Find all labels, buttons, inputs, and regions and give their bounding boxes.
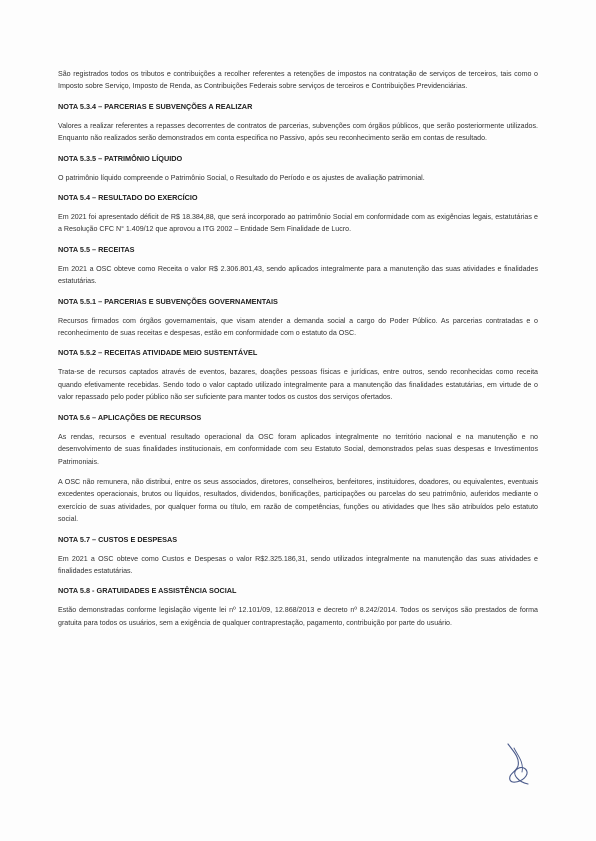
document-body (58, 68, 538, 629)
heading-spacer (58, 545, 538, 553)
body-paragraph: São registrados todos os tributos e contribuições a recolher referentes a retenções de impostos na contratação de serviços de terceiros, tais como o Imposto sobre Serviço, Imposto de Renda, as Contribuições Federais sobre serviços de terceiros e Contribuições Previdenciárias. (58, 70, 538, 91)
section-spacer (58, 184, 538, 193)
section-spacer (58, 288, 538, 297)
body-paragraph: Em 2021 foi apresentado déficit de R$ 18.384,88, que será incorporado ao patrimônio Social em conformidade com as exigências legais, estatutárias e a Resolução CFC N° 1.409/12 que aprovou a ITG 2002 – Entidade Sem Finalidade de Lucro. (58, 213, 538, 234)
body-paragraph: O patrimônio líquido compreende o Patrimônio Social, o Resultado do Período e os ajustes de avaliação patrimonial. (58, 173, 425, 182)
body-paragraph: Valores a realizar referentes a repasses decorrentes de contratos de parcerias, subvenções com órgãos públicos, que serão posteriormente utilizados. Enquanto não realizados serão demonstrados em conta especifica no Passivo, após seu reconhecimento serão em contas de resultado. (58, 121, 538, 143)
body-paragraph: Trata-se de recursos captados através de eventos, bazares, doações pessoas físicas e jurídicas, entre outros, sendo reconhecidas como receita quando efetivamente recebidas. Sendo todo o valor captado utilizado integralmente para a manutenção das finalidades estatutárias, em virtude de o valor repassado pelo poder público não ser suficiente para manter todos os custos dos serviços ofertados. (58, 368, 538, 402)
section-spacer (58, 339, 538, 348)
heading-spacer (58, 255, 538, 263)
heading-spacer (58, 423, 538, 431)
heading-spacer (58, 203, 538, 211)
section-heading: NOTA 5.5.1 – PARCERIAS E SUBVENÇÕES GOVERNAMENTAIS (58, 296, 278, 306)
section-spacer (58, 526, 538, 535)
body-paragraph: Estão demonstradas conforme legislação vigente lei nº 12.101/09, 12.868/2013 e decreto nº 8.242/2014. Todos os serviços são prestados de forma gratuita para todos os usuários, sem a exigência de qualquer contraprestação, pagamento, contribuição por parte do usuário. (58, 606, 538, 627)
handwritten-signature (500, 742, 534, 786)
heading-spacer (58, 358, 538, 366)
section-spacer (58, 145, 538, 154)
section-heading: NOTA 5.8 - GRATUIDADES E ASSISTÊNCIA SOCIAL (58, 586, 237, 596)
section-heading: NOTA 5.5 – RECEITAS (58, 244, 135, 254)
heading-spacer (58, 307, 538, 315)
heading-spacer (58, 164, 538, 172)
section-spacer (58, 404, 538, 413)
section-heading: NOTA 5.4 – RESULTADO DO EXERCÍCIO (58, 193, 198, 203)
paragraph-spacer (58, 468, 538, 476)
body-paragraph: A OSC não remunera, não distribui, entre os seus associados, diretores, conselheiros, benfeitores, instituidores, doadores, ou equivalentes, eventuais excedentes operacionais, brutos ou líquidos, resultados, dividendos, bonificações, participações ou parcelas do seu patrimônio, auferidos mediante o exercício de suas atividades, por qualquer forma ou título, em razão de competências, funções ou atividades que lhes são atribuídos pelo estatuto social. (58, 477, 538, 524)
section-heading: NOTA 5.3.4 – PARCERIAS E SUBVENÇÕES A REALIZAR (58, 101, 253, 111)
heading-spacer (58, 596, 538, 604)
heading-spacer (58, 112, 538, 120)
section-spacer (58, 93, 538, 102)
section-heading: NOTA 5.5.2 – RECEITAS ATIVIDADE MEIO SUSTENTÁVEL (58, 348, 258, 358)
body-paragraph: Em 2021 a OSC obteve como Custos e Despesas o valor R$2.325.186,31, sendo utilizados integralmente na manutenção das suas atividades e finalidades estatutárias. (58, 554, 538, 575)
section-heading: NOTA 5.3.5 – PATRIMÔNIO LÍQUIDO (58, 153, 183, 163)
section-spacer (58, 236, 538, 245)
body-paragraph: Recursos firmados com órgãos governamentais, que visam atender a demanda social a cargo do Poder Público. As parcerias contratadas e o reconhecimento de suas receitas e despesas, estão em conformidade com o estatuto da OSC. (58, 316, 538, 338)
section-heading: NOTA 5.6 – APLICAÇÕES DE RECURSOS (58, 412, 202, 422)
section-spacer (58, 577, 538, 586)
body-paragraph: As rendas, recursos e eventual resultado operacional da OSC foram aplicados integralmente no território nacional e na manutenção e no desenvolvimento de suas finalidades institucionais, em conformidade com seu Estatuto Social, demonstrados pelas suas despesas e Investimentos Patrimoniais. (58, 432, 538, 466)
body-paragraph: Em 2021 a OSC obteve como Receita o valor R$ 2.306.801,43, sendo aplicados integralmente para a manutenção das suas atividades e finalidades estatutárias. (58, 264, 538, 286)
section-heading: NOTA 5.7 – CUSTOS E DESPESAS (58, 534, 178, 544)
